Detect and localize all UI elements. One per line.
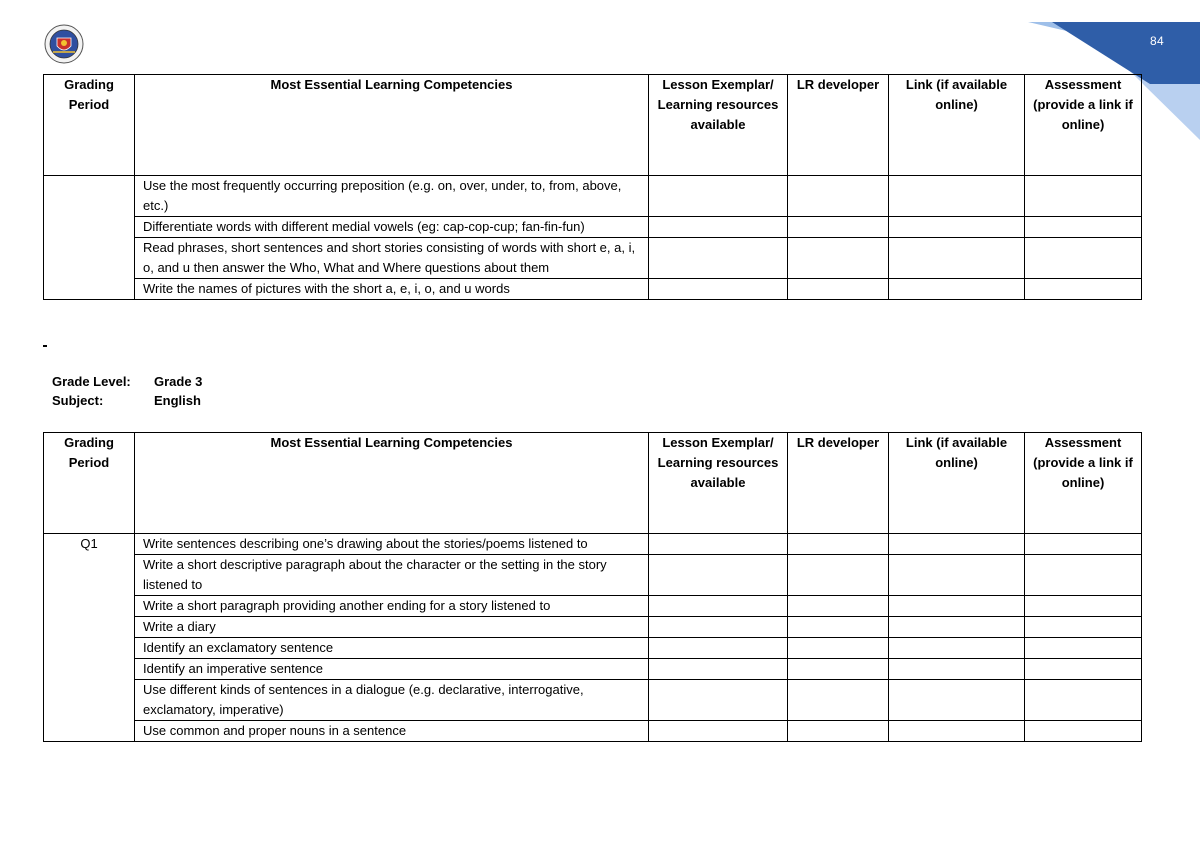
- grade-level-label: Grade Level:: [52, 374, 131, 389]
- table-row: [44, 680, 1142, 721]
- header-competencies: Most Essential Learning Competencies: [135, 75, 649, 176]
- table-row: [44, 617, 1142, 638]
- competency-cell: Write the names of pictures with the short a, e, i, o, and u words: [135, 279, 649, 300]
- table-row: [44, 176, 1142, 217]
- deped-seal-icon: [44, 24, 84, 64]
- grading-period-cell: Q1: [44, 534, 135, 742]
- subject-label: Subject:: [52, 393, 104, 408]
- competency-cell: Identify an imperative sentence: [135, 659, 649, 680]
- table-row: [44, 555, 1142, 596]
- competency-cell: Write sentences describing one’s drawing about the stories/poems listened to: [135, 534, 649, 555]
- table-header-row: [44, 433, 1142, 534]
- competency-cell: Use common and proper nouns in a sentence: [135, 721, 649, 742]
- header-lr-developer: LR developer: [788, 433, 889, 534]
- table-row: [44, 238, 1142, 279]
- competency-cell: Write a short paragraph providing another ending for a story listened to: [135, 596, 649, 617]
- table-row: [44, 721, 1142, 742]
- competency-cell: Identify an exclamatory sentence: [135, 638, 649, 659]
- page-number: 84: [1150, 34, 1164, 48]
- header-grading-period: Grading Period: [44, 433, 135, 534]
- margin-mark: [43, 345, 47, 347]
- table-row: [44, 638, 1142, 659]
- header-link: Link (if available online): [889, 433, 1025, 534]
- competency-cell: Use different kinds of sentences in a dialogue (e.g. declarative, interrogative, exclamatory, imperative): [135, 680, 649, 721]
- header-lr-developer: LR developer: [788, 75, 889, 176]
- competency-cell: Write a short descriptive paragraph about the character or the setting in the story listened to: [135, 555, 649, 596]
- table-row: [44, 659, 1142, 680]
- competency-table-2: [43, 432, 1142, 742]
- competency-cell: Read phrases, short sentences and short stories consisting of words with short e, a, i, o, and u then answer the Who, What and Where questions about them: [135, 238, 649, 279]
- header-assessment: Assessment (provide a link if online): [1025, 75, 1142, 176]
- header-link: Link (if available online): [889, 75, 1025, 176]
- table-row: [44, 596, 1142, 617]
- table-row: [44, 534, 1142, 555]
- grade-subject-info: [52, 372, 202, 410]
- header-grading-period: Grading Period: [44, 75, 135, 176]
- table-row: [44, 279, 1142, 300]
- header-competencies: Most Essential Learning Competencies: [135, 433, 649, 534]
- competency-table-1: [43, 74, 1142, 300]
- header-lesson-exemplar: Lesson Exemplar/ Learning resources available: [649, 433, 788, 534]
- header-lesson-exemplar: Lesson Exemplar/ Learning resources available: [649, 75, 788, 176]
- competency-cell: Write a diary: [135, 617, 649, 638]
- grading-period-cell: [44, 176, 135, 300]
- subject-value: English: [154, 393, 201, 408]
- table-row: [44, 217, 1142, 238]
- competency-cell: Differentiate words with different medial vowels (eg: cap-cop-cup; fan-fin-fun): [135, 217, 649, 238]
- competency-cell: Use the most frequently occurring preposition (e.g. on, over, under, to, from, above, etc.): [135, 176, 649, 217]
- grade-level-value: Grade 3: [154, 374, 203, 389]
- table-header-row: [44, 75, 1142, 176]
- header-assessment: Assessment (provide a link if online): [1025, 433, 1142, 534]
